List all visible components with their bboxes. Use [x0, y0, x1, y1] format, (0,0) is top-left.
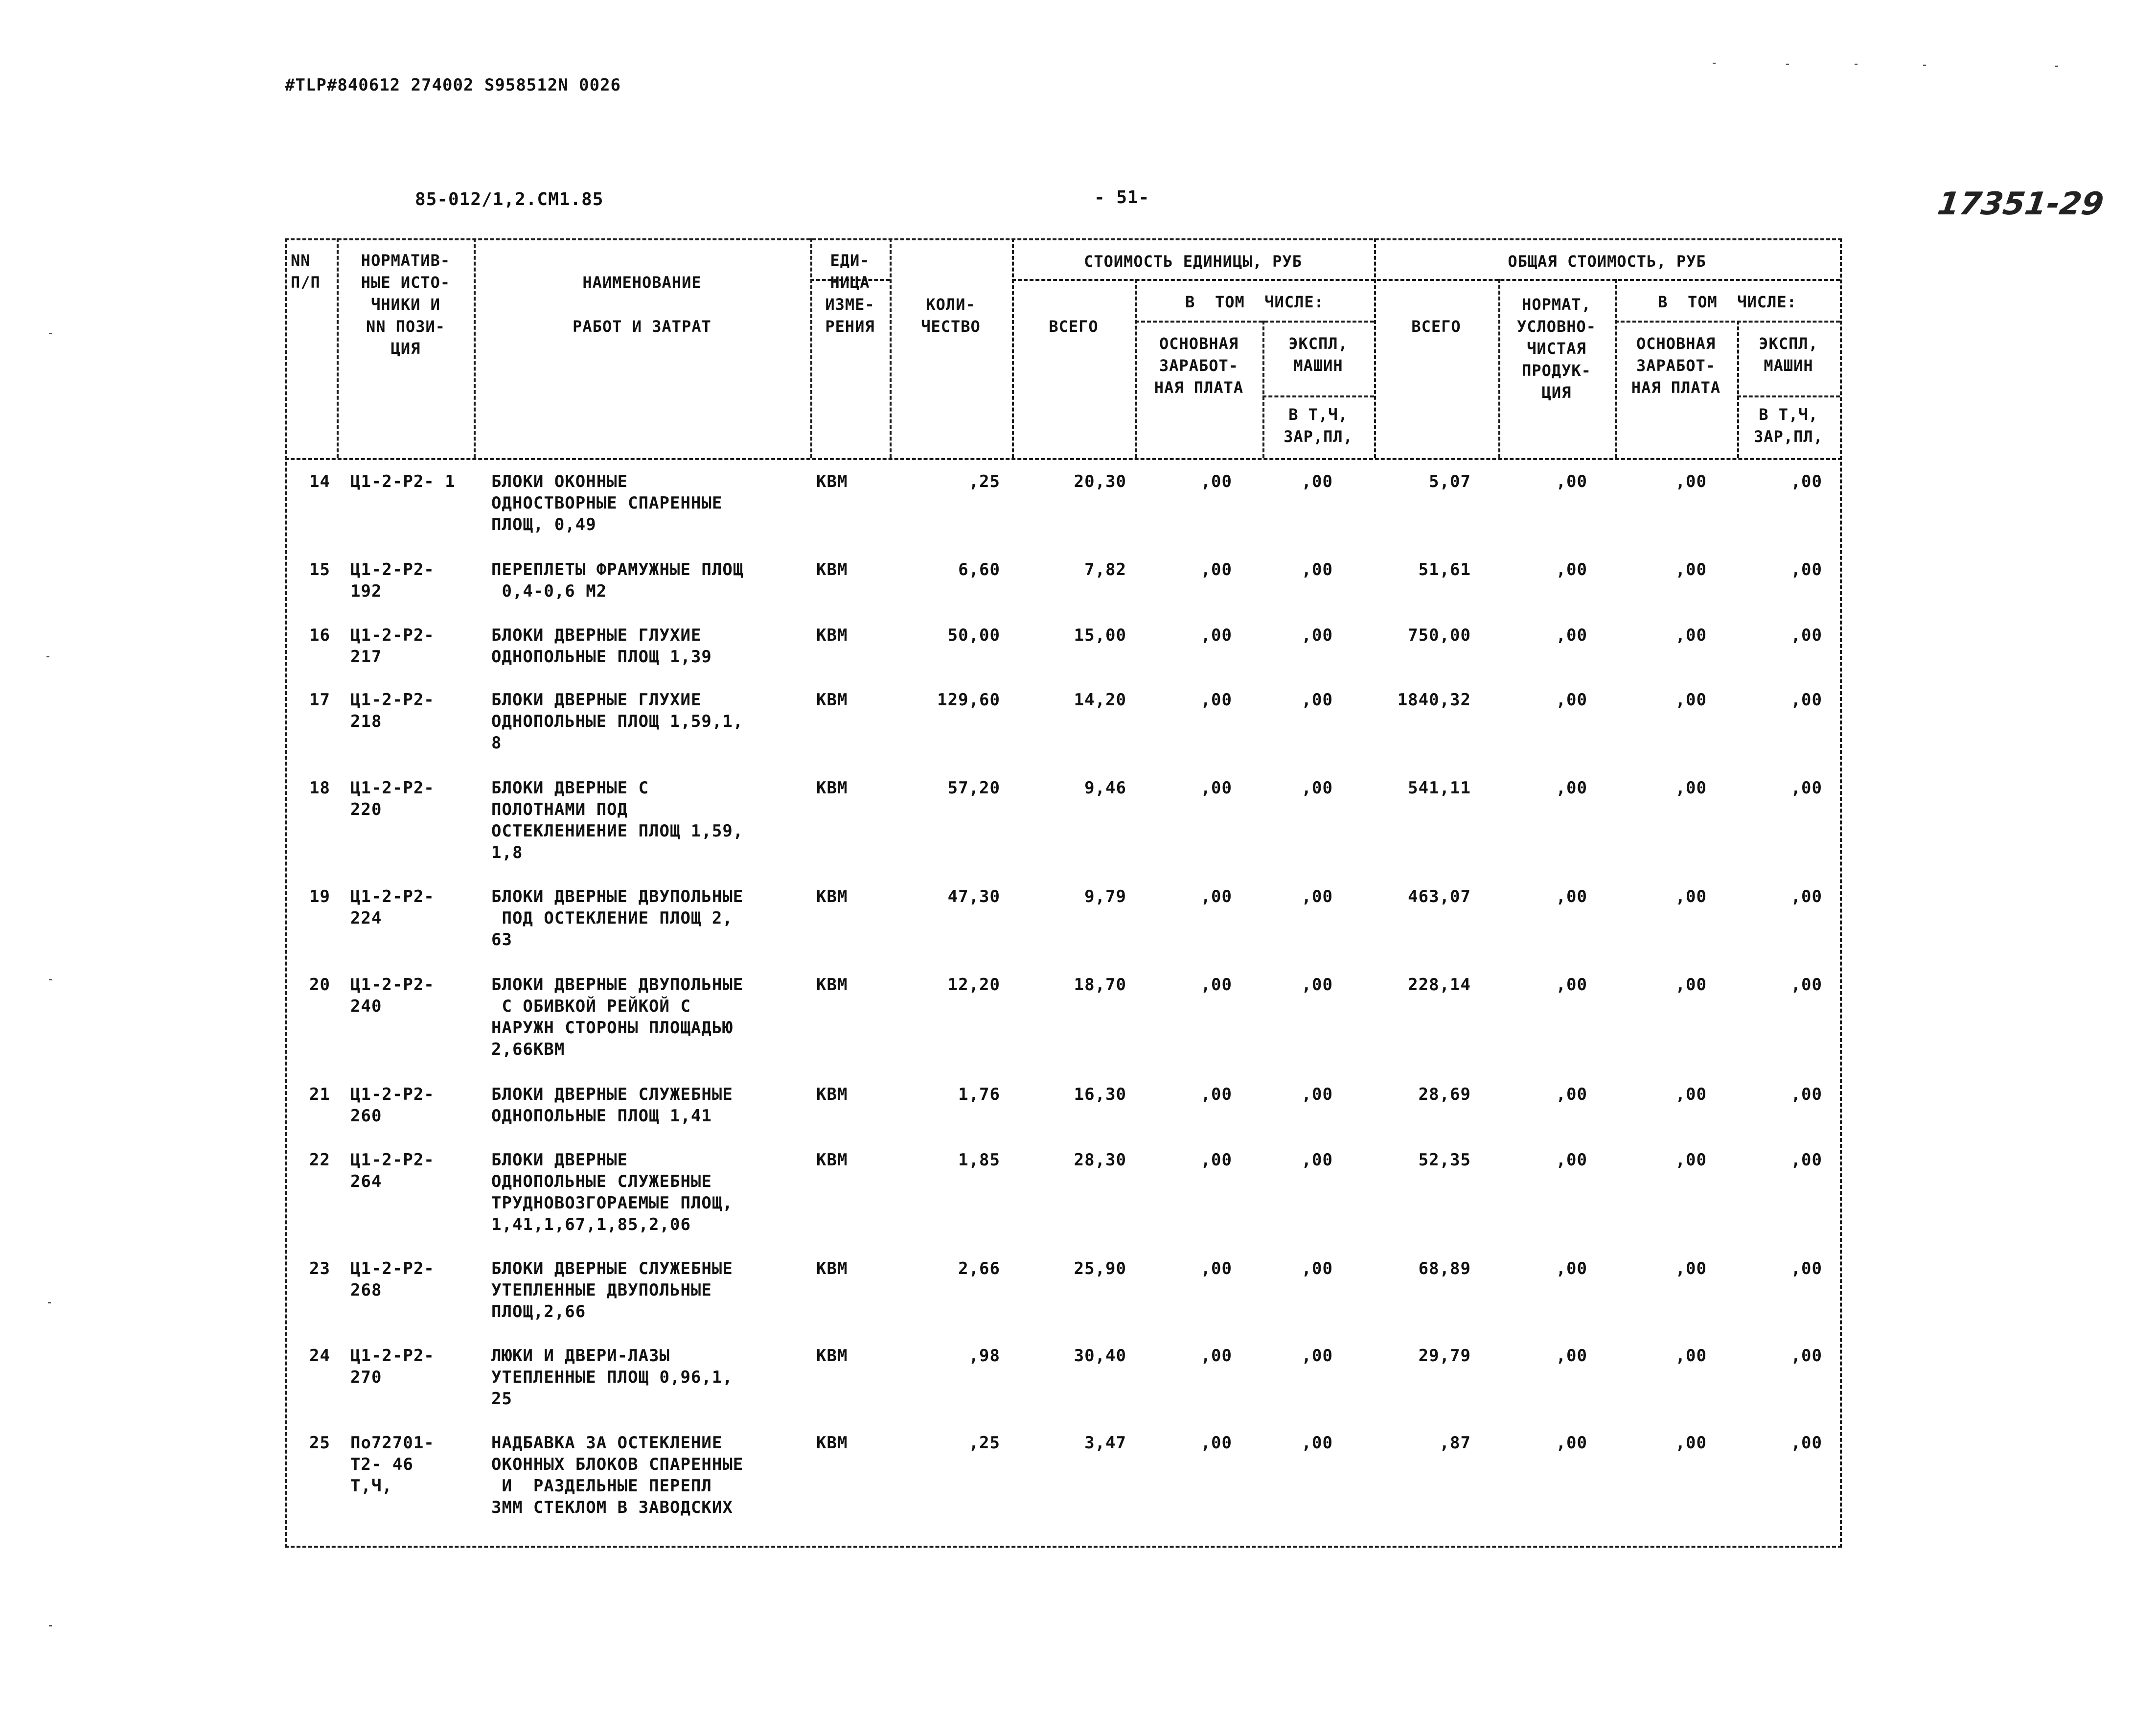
row-number: 14: [309, 472, 330, 491]
row-quantity: 6,60: [958, 560, 1000, 580]
row-norm-net: ,00: [1556, 1346, 1587, 1366]
scan-speck: [49, 1625, 52, 1626]
row-work-name: БЛОКИ ДВЕРНЫЕ СЛУЖЕБНЫЕ ОДНОПОЛЬНЫЕ ПЛОЩ 1,41: [491, 1085, 733, 1126]
row-unit-machine: ,00: [1301, 1433, 1333, 1453]
scan-speck: [2055, 66, 2058, 67]
row-unit-wage: ,00: [1200, 1346, 1232, 1366]
row-work-name: БЛОКИ ДВЕРНЫЕ СЛУЖЕБНЫЕ УТЕПЛЕННЫЕ ДВУПОЛЬНЫЕ ПЛОЩ,2,66: [491, 1259, 733, 1322]
row-total: 463,07: [1408, 887, 1471, 906]
row-total-machine: ,00: [1790, 778, 1822, 798]
row-total-machine: ,00: [1790, 1085, 1822, 1104]
row-total-wage: ,00: [1675, 626, 1707, 645]
row-unit-wage: ,00: [1200, 1085, 1232, 1104]
row-work-name: БЛОКИ ДВЕРНЫЕ ОДНОПОЛЬНЫЕ СЛУЖЕБНЫЕ ТРУДНОВОЗГОРАЕМЫЕ ПЛОЩ, 1,41,1,67,1,85,2,06: [491, 1150, 733, 1234]
row-unit-machine: ,00: [1301, 1259, 1333, 1278]
row-total-wage: ,00: [1675, 560, 1707, 580]
row-number: 16: [309, 626, 330, 645]
header-unit-incl: В ТОМ ЧИСЛЕ:: [1185, 293, 1324, 311]
row-total-wage: ,00: [1675, 472, 1707, 491]
header-unit-total: ВСЕГО: [1049, 317, 1099, 336]
row-unit-wage: ,00: [1200, 1150, 1232, 1170]
row-unit-total: 20,30: [1074, 472, 1126, 491]
row-norm-net: ,00: [1556, 626, 1587, 645]
row-quantity: 129,60: [937, 690, 1000, 710]
row-total-machine: ,00: [1790, 1259, 1822, 1278]
row-work-name: БЛОКИ ДВЕРНЫЕ ДВУПОЛЬНЫЕ С ОБИВКОЙ РЕЙКОЙ С НАРУЖН СТОРОНЫ ПЛОЩАДЬЮ 2,66КВМ: [491, 975, 744, 1059]
row-norm-code: Ц1-2-Р2- 240: [350, 975, 435, 1016]
row-unit: КВМ: [816, 1259, 848, 1278]
row-number: 22: [309, 1150, 330, 1170]
row-number: 20: [309, 975, 330, 995]
row-unit-machine: ,00: [1301, 887, 1333, 906]
row-unit-machine: ,00: [1301, 472, 1333, 491]
row-total: 29,79: [1418, 1346, 1471, 1366]
row-total-machine: ,00: [1790, 1433, 1822, 1453]
row-total: 51,61: [1418, 560, 1471, 580]
page-number: - 51-: [1094, 187, 1150, 208]
table-border-right: [1840, 238, 1842, 1548]
row-unit-machine: ,00: [1301, 1346, 1333, 1366]
row-quantity: ,98: [968, 1346, 1000, 1366]
scan-speck: [1786, 64, 1789, 65]
header-unit-machine: ЭКСПЛ, МАШИН: [1288, 334, 1348, 375]
row-total: 5,07: [1429, 472, 1471, 491]
row-unit-total: 9,79: [1084, 887, 1126, 906]
row-norm-code: Ц1-2-Р2- 264: [350, 1150, 435, 1191]
header-total-wage: ОСНОВНАЯ ЗАРАБОТ- НАЯ ПЛАТА: [1631, 334, 1721, 397]
row-unit-wage: ,00: [1200, 626, 1232, 645]
row-unit-machine: ,00: [1301, 560, 1333, 580]
row-total-wage: ,00: [1675, 690, 1707, 710]
table-border-bottom: [285, 1546, 1842, 1548]
row-quantity: ,25: [968, 1433, 1000, 1453]
row-unit: КВМ: [816, 1346, 848, 1366]
row-work-name: БЛОКИ ДВЕРНЫЕ ГЛУХИЕ ОДНОПОЛЬНЫЕ ПЛОЩ 1,59,1, 8: [491, 690, 744, 753]
row-quantity: 57,20: [947, 778, 1000, 798]
document-id: #TLP#840612 274002 S958512N 0026: [285, 75, 621, 95]
scan-speck: [1923, 65, 1926, 66]
row-work-name: БЛОКИ ДВЕРНЫЕ ГЛУХИЕ ОДНОПОЛЬНЫЕ ПЛОЩ 1,39: [491, 626, 712, 667]
row-unit-total: 16,30: [1074, 1085, 1126, 1104]
row-total-machine: ,00: [1790, 690, 1822, 710]
row-norm-net: ,00: [1556, 1085, 1587, 1104]
row-total-machine: ,00: [1790, 560, 1822, 580]
row-norm-net: ,00: [1556, 690, 1587, 710]
row-unit-total: 30,40: [1074, 1346, 1126, 1366]
row-quantity: 1,85: [958, 1150, 1000, 1170]
row-unit: КВМ: [816, 1085, 848, 1104]
row-total: ,87: [1439, 1433, 1471, 1453]
header-total-machine: ЭКСПЛ, МАШИН: [1759, 334, 1818, 375]
row-unit: КВМ: [816, 560, 848, 580]
row-unit-total: 15,00: [1074, 626, 1126, 645]
header-unit-wage: ОСНОВНАЯ ЗАРАБОТ- НАЯ ПЛАТА: [1154, 334, 1244, 397]
row-norm-net: ,00: [1556, 1433, 1587, 1453]
row-work-name: БЛОКИ ДВЕРНЫЕ С ПОЛОТНАМИ ПОД ОСТЕКЛЕНИЕНИЕ ПЛОЩ 1,59, 1,8: [491, 778, 744, 862]
row-number: 17: [309, 690, 330, 710]
row-unit: КВМ: [816, 778, 848, 798]
document-code: 85-012/1,2.СМ1.85: [415, 189, 604, 209]
row-unit-wage: ,00: [1200, 975, 1232, 995]
row-unit-total: 7,82: [1084, 560, 1126, 580]
row-norm-net: ,00: [1556, 560, 1587, 580]
row-norm-code: Ц1-2-Р2- 1: [350, 472, 456, 491]
row-norm-code: Ц1-2-Р2- 218: [350, 690, 435, 731]
row-total: 68,89: [1418, 1259, 1471, 1278]
header-total: ВСЕГО: [1411, 317, 1461, 336]
row-unit-machine: ,00: [1301, 975, 1333, 995]
row-unit: КВМ: [816, 472, 848, 491]
row-unit-wage: ,00: [1200, 472, 1232, 491]
row-total-wage: ,00: [1675, 887, 1707, 906]
row-total-wage: ,00: [1675, 975, 1707, 995]
row-unit: КВМ: [816, 690, 848, 710]
row-unit-machine: ,00: [1301, 690, 1333, 710]
row-quantity: 12,20: [947, 975, 1000, 995]
row-total-wage: ,00: [1675, 778, 1707, 798]
scan-speck: [48, 1302, 51, 1303]
row-number: 23: [309, 1259, 330, 1278]
row-divider: [1615, 321, 1840, 323]
row-work-name: НАДБАВКА ЗА ОСТЕКЛЕНИЕ ОКОННЫХ БЛОКОВ СПАРЕННЫЕ И РАЗДЕЛЬНЫЕ ПЕРЕПЛ 3ММ СТЕКЛОМ В ЗАВОДСКИХ: [491, 1433, 744, 1517]
row-total-machine: ,00: [1790, 472, 1822, 491]
row-number: 25: [309, 1433, 330, 1453]
row-norm-code: Ц1-2-Р2- 268: [350, 1259, 435, 1300]
row-unit-wage: ,00: [1200, 1259, 1232, 1278]
row-total-machine: ,00: [1790, 626, 1822, 645]
row-norm-code: Ц1-2-Р2- 192: [350, 560, 435, 601]
row-unit-total: 14,20: [1074, 690, 1126, 710]
row-unit-wage: ,00: [1200, 690, 1232, 710]
row-number: 24: [309, 1346, 330, 1366]
row-number: 18: [309, 778, 330, 798]
row-total: 228,14: [1408, 975, 1471, 995]
row-quantity: 47,30: [947, 887, 1000, 906]
header-name: НАИМЕНОВАНИЕ РАБОТ И ЗАТРАТ: [573, 273, 711, 336]
row-divider: [1012, 279, 1840, 281]
scan-speck: [1713, 63, 1716, 64]
header-norm-source: НОРМАТИВ- НЫЕ ИСТО- ЧНИКИ И NN ПОЗИ- ЦИЯ: [361, 251, 451, 358]
row-unit: КВМ: [816, 975, 848, 995]
table-border-top: [285, 238, 1842, 240]
row-norm-code: Ц1-2-Р2- 270: [350, 1346, 435, 1387]
header-unit-cost: СТОИМОСТЬ ЕДИНИЦЫ, РУБ: [1084, 252, 1302, 271]
row-norm-code: Ц1-2-Р2- 260: [350, 1085, 435, 1126]
row-quantity: ,25: [968, 472, 1000, 491]
row-unit-wage: ,00: [1200, 778, 1232, 798]
row-unit: КВМ: [816, 626, 848, 645]
row-total-wage: ,00: [1675, 1150, 1707, 1170]
row-total: 541,11: [1408, 778, 1471, 798]
row-number: 19: [309, 887, 330, 906]
row-norm-code: Ц1-2-Р2- 217: [350, 626, 435, 667]
row-unit: КВМ: [816, 1150, 848, 1170]
row-divider: [1262, 395, 1374, 397]
row-total-machine: ,00: [1790, 1346, 1822, 1366]
scan-speck: [1855, 64, 1858, 65]
row-unit-wage: ,00: [1200, 1433, 1232, 1453]
row-norm-net: ,00: [1556, 472, 1587, 491]
row-norm-net: ,00: [1556, 778, 1587, 798]
row-total-machine: ,00: [1790, 975, 1822, 995]
row-unit-total: 9,46: [1084, 778, 1126, 798]
row-norm-net: ,00: [1556, 887, 1587, 906]
row-total-wage: ,00: [1675, 1085, 1707, 1104]
row-unit-wage: ,00: [1200, 560, 1232, 580]
header-unit-incl-wage: В Т,Ч, ЗАР,ПЛ,: [1284, 405, 1353, 446]
row-norm-net: ,00: [1556, 1259, 1587, 1278]
row-unit-total: 25,90: [1074, 1259, 1126, 1278]
row-work-name: ЛЮКИ И ДВЕРИ-ЛАЗЫ УТЕПЛЕННЫЕ ПЛОЩ 0,96,1, 25: [491, 1346, 733, 1409]
row-total-wage: ,00: [1675, 1259, 1707, 1278]
row-number: 21: [309, 1085, 330, 1104]
header-qty: КОЛИ- ЧЕСТВО: [921, 295, 981, 336]
row-total: 1840,32: [1397, 690, 1471, 710]
header-total-cost: ОБЩАЯ СТОИМОСТЬ, РУБ: [1508, 252, 1706, 271]
row-unit-machine: ,00: [1301, 626, 1333, 645]
row-total-wage: ,00: [1675, 1433, 1707, 1453]
row-quantity: 1,76: [958, 1085, 1000, 1104]
row-total: 750,00: [1408, 626, 1471, 645]
row-quantity: 2,66: [958, 1259, 1000, 1278]
header-unit: ЕДИ- НИЦА ИЗМЕ- РЕНИЯ: [825, 251, 875, 336]
header-total-incl-wage: В Т,Ч, ЗАР,ПЛ,: [1754, 405, 1823, 446]
scan-speck: [46, 656, 49, 657]
row-work-name: БЛОКИ ДВЕРНЫЕ ДВУПОЛЬНЫЕ ПОД ОСТЕКЛЕНИЕ ПЛОЩ 2, 63: [491, 887, 744, 950]
row-total-machine: ,00: [1790, 887, 1822, 906]
row-work-name: ПЕРЕПЛЕТЫ ФРАМУЖНЫЕ ПЛОЩ 0,4-0,6 М2: [491, 560, 744, 601]
table-border-left: [285, 238, 287, 1548]
col-divider: [890, 238, 892, 458]
row-total-wage: ,00: [1675, 1346, 1707, 1366]
row-unit-wage: ,00: [1200, 887, 1232, 906]
row-unit-machine: ,00: [1301, 1085, 1333, 1104]
header-nn: NN П/П: [291, 251, 321, 292]
row-work-name: БЛОКИ ОКОННЫЕ ОДНОСТВОРНЫЕ СПАРЕННЫЕ ПЛОЩ, 0,49: [491, 472, 723, 534]
row-total: 28,69: [1418, 1085, 1471, 1104]
row-norm-code: Ц1-2-Р2- 224: [350, 887, 435, 928]
row-unit-total: 18,70: [1074, 975, 1126, 995]
handwritten-number: 17351-29: [1935, 186, 2106, 222]
row-unit-total: 28,30: [1074, 1150, 1126, 1170]
header-total-incl: В ТОМ ЧИСЛЕ:: [1658, 293, 1797, 311]
row-unit-machine: ,00: [1301, 778, 1333, 798]
row-unit-total: 3,47: [1084, 1433, 1126, 1453]
row-unit: КВМ: [816, 887, 848, 906]
header-norm-net: НОРМАТ, УСЛОВНО- ЧИСТАЯ ПРОДУК- ЦИЯ: [1516, 295, 1597, 402]
row-norm-net: ,00: [1556, 975, 1587, 995]
row-norm-code: Ц1-2-Р2- 220: [350, 778, 435, 819]
row-unit: КВМ: [816, 1433, 848, 1453]
row-unit-machine: ,00: [1301, 1150, 1333, 1170]
header-separator: [285, 458, 1842, 460]
row-total-machine: ,00: [1790, 1150, 1822, 1170]
row-total: 52,35: [1418, 1150, 1471, 1170]
scan-speck: [49, 333, 52, 334]
row-norm-code: По72701- Т2- 46 Т,Ч,: [350, 1433, 435, 1496]
scan-speck: [49, 979, 52, 980]
row-norm-net: ,00: [1556, 1150, 1587, 1170]
row-quantity: 50,00: [947, 626, 1000, 645]
row-divider: [1737, 395, 1840, 397]
row-divider: [1135, 321, 1374, 323]
row-number: 15: [309, 560, 330, 580]
